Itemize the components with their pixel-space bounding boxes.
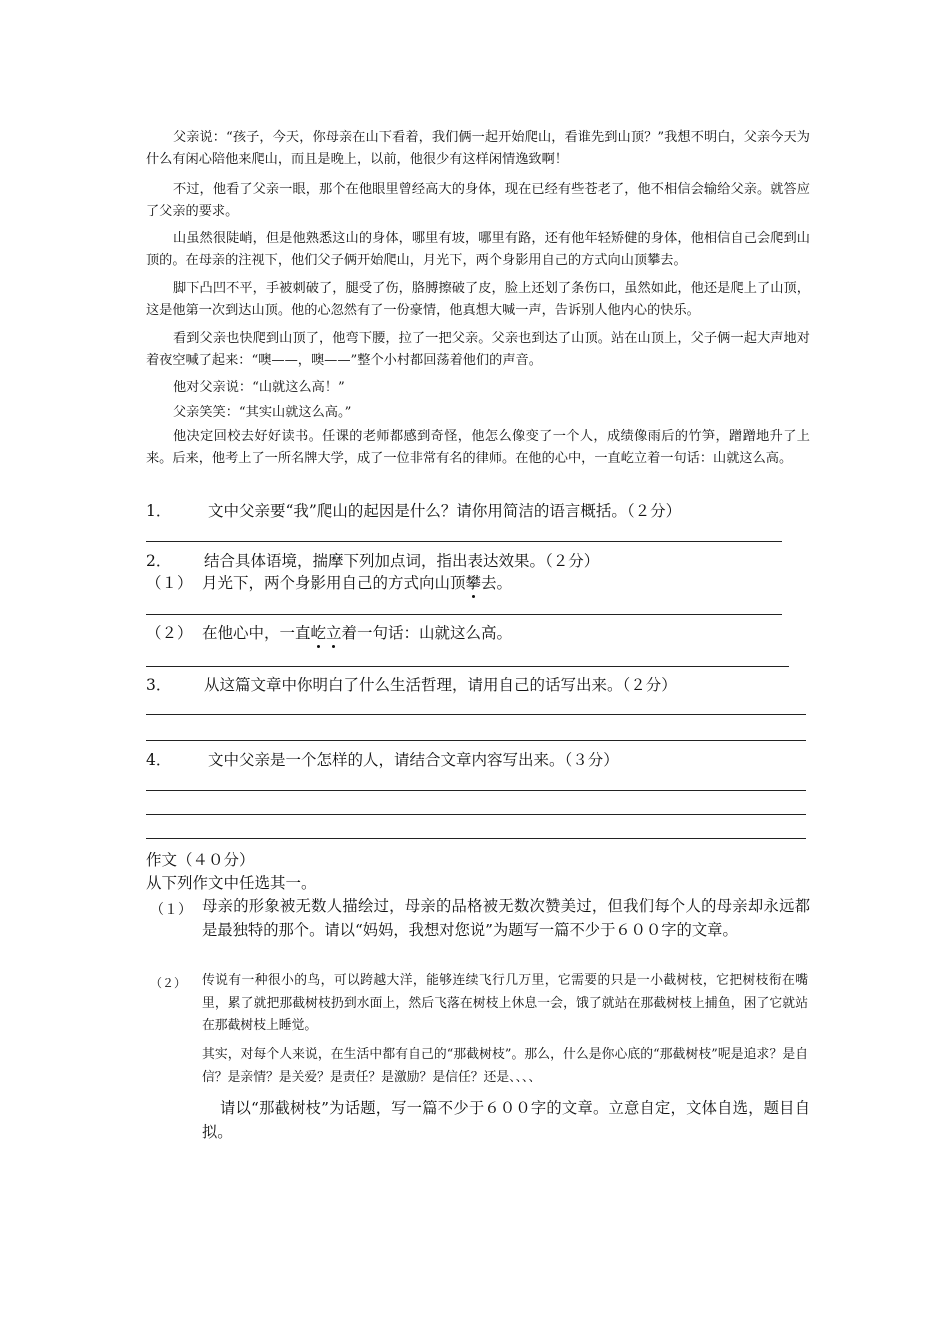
- question-3: [146, 675, 806, 695]
- question-2-number: 2．: [146, 552, 172, 570]
- composition-option-2-label: （２）: [150, 976, 187, 990]
- passage-paragraph-7: 父亲笑笑：“其实山就这么高。”: [173, 405, 352, 420]
- composition-option-2-paragraph-2: 其实，对每个人来说，在生活中都有自己的“那截树枝”。那么，什么是你心底的“那截树枝”呢是追求？是自信？是亲情？是关爱？是责任？是激励？是信任？还是、、、、: [202, 1047, 808, 1085]
- question-3-number: 3．: [146, 676, 172, 694]
- passage-paragraph-4: 脚下凸凹不平，手被刺破了，腿受了伤，胳膊擦破了皮，脸上还划了条伤口，虽然如此，他还是爬上了山顶，这是他第一次到达山顶。他的心忽然有了一份豪情，他真想大喊一声，告诉别人他内心的快乐。: [146, 281, 810, 318]
- question-2-text: 结合具体语境，揣摩下列加点词，指出表达效果。（２分）: [204, 552, 600, 570]
- question-1-text: 文中父亲要“我”爬山的起因是什么？请你用简洁的语言概括。（２分）: [208, 502, 682, 520]
- passage-paragraph-2: 不过，他看了父亲一眼，那个在他眼里曾经高大的身体，现在已经有些苍老了，他不相信会输给父亲。就答应了父亲的要求。: [146, 182, 810, 219]
- sub-1-label: （１）: [146, 574, 193, 592]
- composition-option-1-label: （１）: [150, 902, 192, 918]
- composition-title: 作文（４０分）: [146, 851, 255, 869]
- sub-2-text-before: 在他心中，一直: [202, 624, 311, 642]
- question-1-number: 1．: [146, 502, 172, 520]
- dotted-word-pan: 攀: [465, 574, 482, 592]
- answer-line-q4-3[interactable]: [146, 838, 806, 839]
- dotted-word-li: 立: [326, 624, 342, 642]
- composition-option-2-paragraph-1: 传说有一种很小的鸟，可以跨越大洋，能够连续飞行几万里，它需要的只是一小截树枝，它把树枝衔在嘴里，累了就把那截树枝扔到水面上，然后飞落在树枝上休息一会，饿了就站在那截树枝上捕鱼，困了它就站在那截树枝上睡觉。: [202, 973, 808, 1033]
- sub-2-text-after: 着一句话：山就这么高。: [341, 624, 513, 642]
- composition-instruction: 从下列作文中任选其一。: [146, 874, 317, 892]
- composition-option-1-text: 母亲的形象被无数人描绘过，母亲的品格被无数次赞美过，但我们每个人的母亲却永远都是最独特的那个。请以“妈妈，我想对您说”为题写一篇不少于６００字的文章。: [202, 897, 810, 939]
- question-3-text: 从这篇文章中你明白了什么生活哲理，请用自己的话写出来。（２分）: [204, 676, 677, 694]
- answer-line-q4-2[interactable]: [146, 814, 806, 815]
- passage-paragraph-6: 他对父亲说：“山就这么高！”: [173, 380, 345, 395]
- answer-line-q2-1[interactable]: [146, 614, 782, 615]
- question-2-sub-2: [146, 623, 512, 643]
- question-4-number: 4．: [146, 751, 172, 769]
- passage-paragraph-5: 看到父亲也快爬到山顶了，他弯下腰，拉了一把父亲。父亲也到达了山顶。站在山顶上，父子俩一起大声地对着夜空喊了起来：“噢——，噢——”整个小村都回荡着他们的声音。: [146, 331, 810, 368]
- answer-line-q1[interactable]: [146, 541, 782, 542]
- question-2-sub-1: [146, 573, 512, 593]
- passage-paragraph-1: 父亲说：“孩子，今天，你母亲在山下看着，我们俩一起开始爬山，看谁先到山顶？”我想不明白，父亲今天为什么有闲心陪他来爬山，而且是晚上，以前，他很少有这样闲情逸致啊！: [146, 130, 810, 167]
- answer-line-q3-2[interactable]: [146, 740, 806, 741]
- answer-line-q2-2[interactable]: [146, 666, 789, 667]
- question-4: [146, 750, 806, 770]
- passage-paragraph-3: 山虽然很陡峭，但是他熟悉这山的身体，哪里有坡，哪里有路，还有他年轻矫健的身体，他相信自己会爬到山顶的。在母亲的注视下，他们父子俩开始爬山，月光下，两个身影用自己的方式向山顶攀去。: [146, 231, 810, 268]
- sub-2-label: （２）: [146, 624, 193, 642]
- question-2: [146, 551, 806, 571]
- composition-option-2-paragraph-3: 请以“那截树枝”为话题，写一篇不少于６００字的文章。立意自定，文体自选，题目自拟。: [202, 1099, 810, 1141]
- passage-paragraph-8: 他决定回校去好好读书。任课的老师都感到奇怪，他怎么像变了一个人，成绩像雨后的竹笋，蹭蹭地升了上来。后来，他考上了一所名牌大学，成了一位非常有名的律师。在他的心中，一直屹立着一句话：山就这么高。: [146, 429, 810, 466]
- sub-1-text-before: 月光下，两个身影用自己的方式向山顶: [202, 574, 466, 592]
- question-4-text: 文中父亲是一个怎样的人，请结合文章内容写出来。（３分）: [208, 751, 619, 769]
- sub-1-text-after: 去。: [481, 574, 513, 592]
- dotted-word-yi: 屹: [310, 624, 327, 642]
- question-1: [146, 501, 806, 521]
- answer-line-q3-1[interactable]: [146, 714, 806, 715]
- answer-line-q4-1[interactable]: [146, 790, 806, 791]
